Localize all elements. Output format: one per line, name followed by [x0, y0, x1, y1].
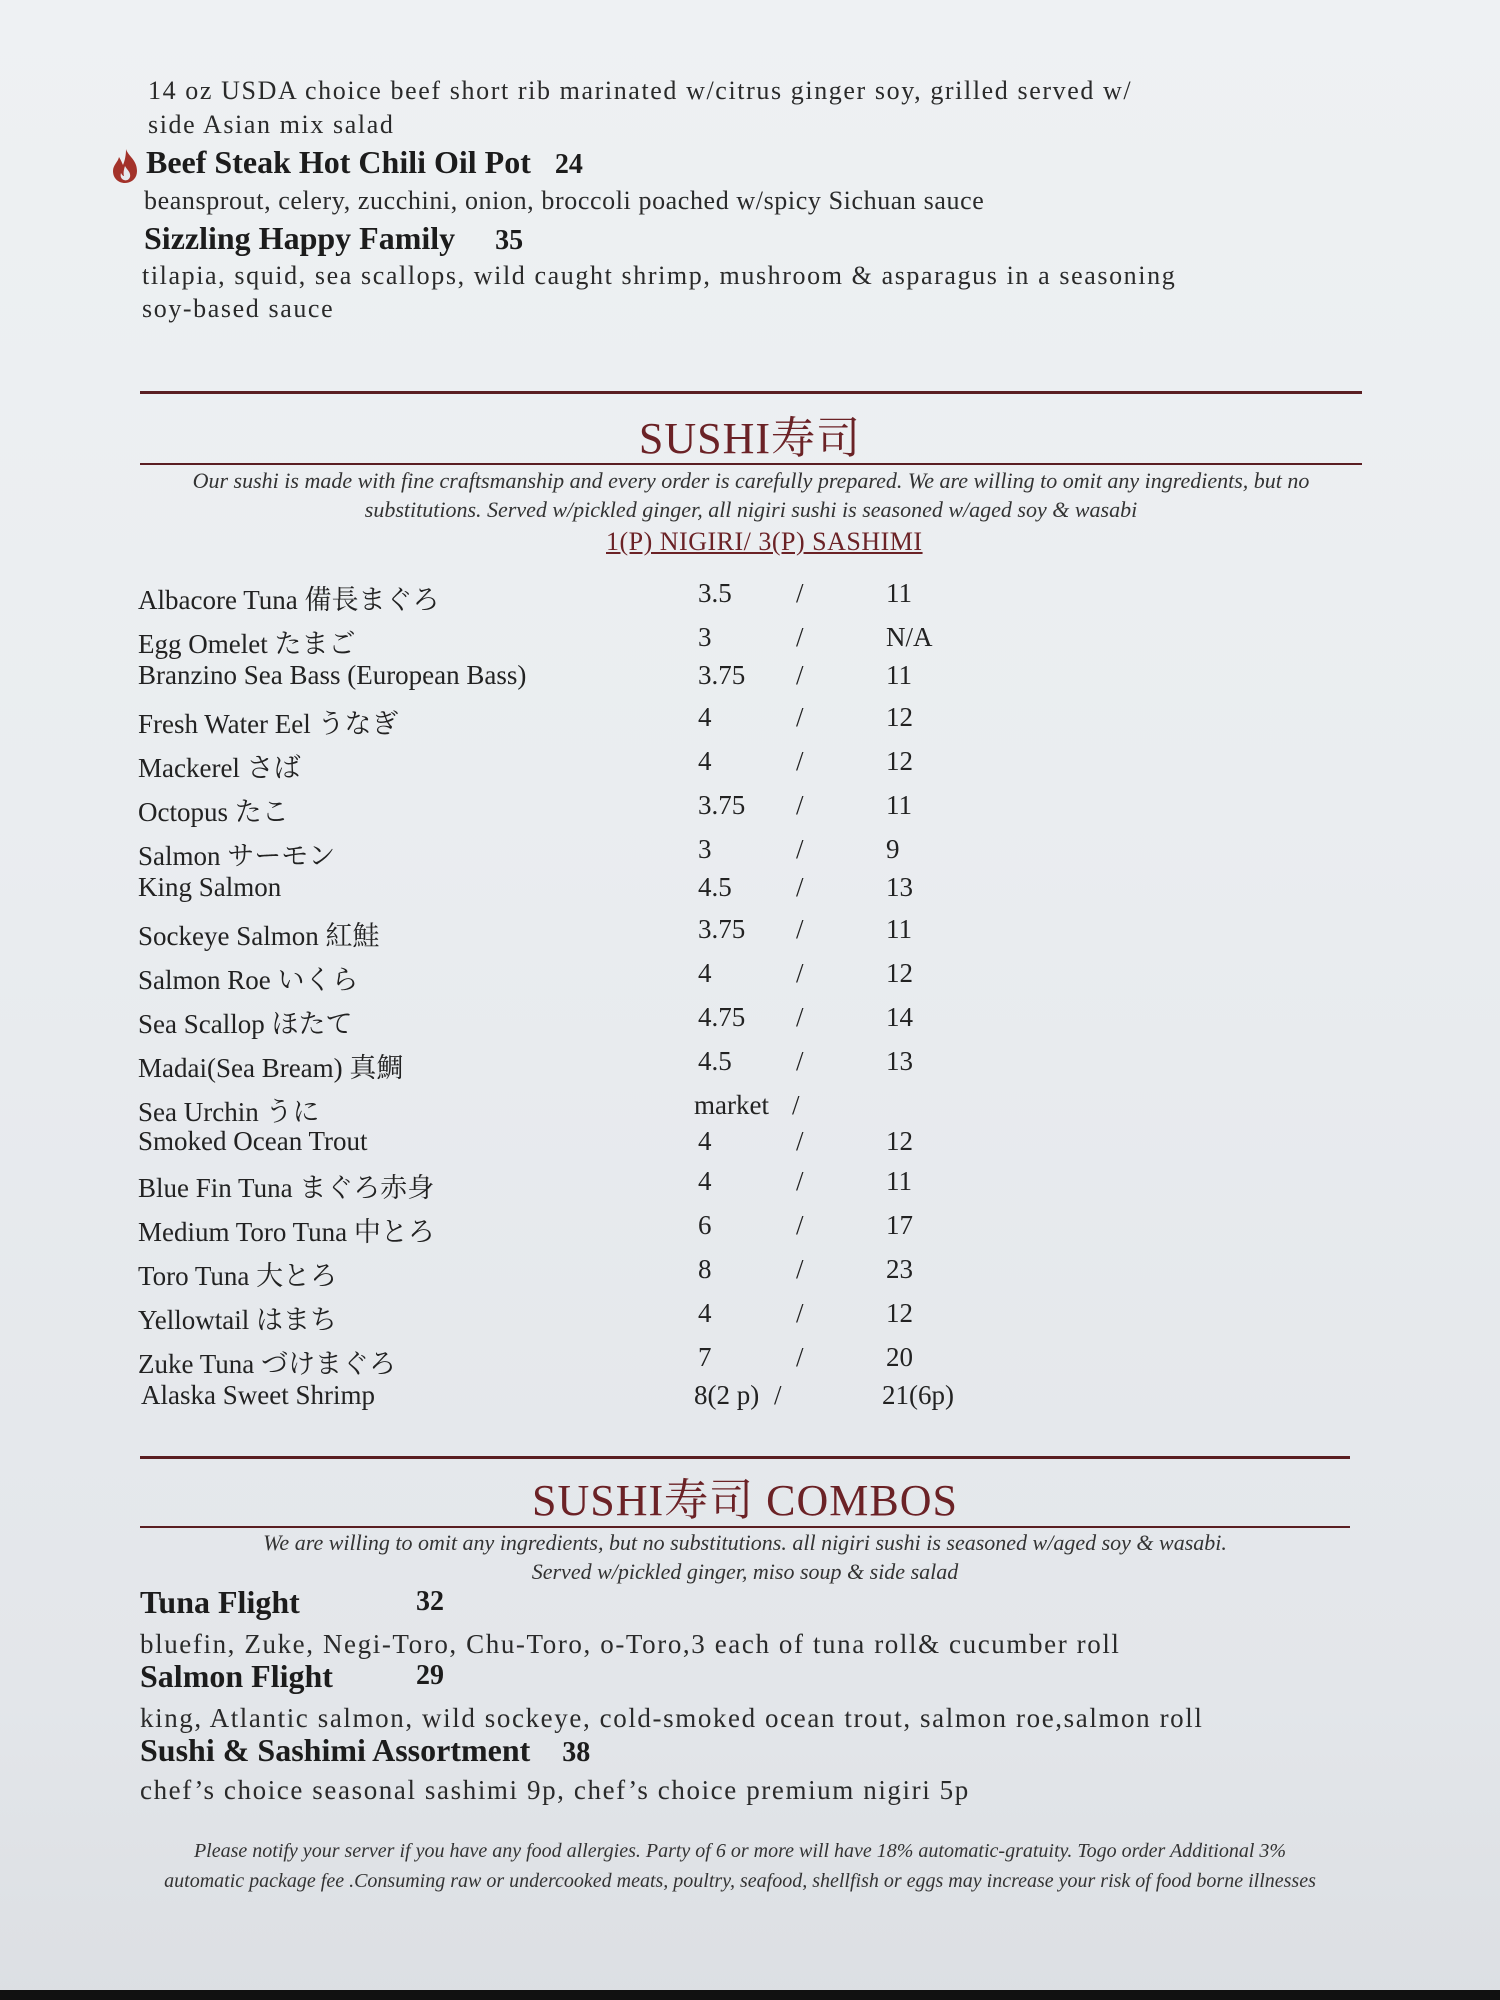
sashimi-price: 17: [886, 1210, 913, 1240]
sushi-note-line: substitutions. Served w/pickled ginger, all nigiri sushi is seasoned w/aged soy & wasabi: [364, 497, 1138, 522]
sashimi-price: 23: [886, 1254, 913, 1284]
dish-desc: tilapia, squid, sea scallops, wild caught shrimp, mushroom & asparagus in a seasoning: [142, 261, 1177, 290]
nigiri-price: 4: [698, 1298, 712, 1328]
combo-desc: chef’s choice seasonal sashimi 9p, chef’s choice premium nigiri 5p: [140, 1775, 970, 1805]
item-name: Sea Scallop ほたて: [138, 1009, 353, 1039]
nigiri-price: 4.5: [698, 1046, 732, 1076]
dish-desc: side Asian mix salad: [148, 110, 395, 139]
combos-note: [140, 1528, 1350, 1586]
list-item: [138, 914, 1038, 952]
list-item: [138, 1002, 1038, 1040]
sashimi-price: 12: [886, 1126, 913, 1156]
list-item: [138, 622, 1038, 660]
price-separator: /: [774, 1380, 782, 1410]
item-name: Sockeye Salmon 紅鮭: [138, 921, 380, 951]
combo-price: 32: [416, 1586, 444, 1617]
combo-item: [140, 1732, 590, 1769]
price-separator: /: [796, 834, 804, 864]
combo-desc: king, Atlantic salmon, wild sockeye, cold-smoked ocean trout, salmon roe,salmon roll: [140, 1703, 1204, 1733]
item-name: Fresh Water Eel うなぎ: [138, 709, 399, 739]
nigiri-price: 3: [698, 622, 712, 652]
combo-name: Tuna Flight: [140, 1584, 300, 1620]
combo-price: 38: [562, 1737, 591, 1768]
item-name: Zuke Tuna づけまぐろ: [138, 1349, 397, 1379]
dish-desc: beansprout, celery, zucchini, onion, broccoli poached w/spicy Sichuan sauce: [144, 186, 985, 215]
item-name: Blue Fin Tuna まぐろ赤身: [138, 1173, 435, 1203]
dish-desc: 14 oz USDA choice beef short rib marinated w/citrus ginger soy, grilled served w/: [148, 76, 1133, 105]
price-separator: /: [796, 702, 804, 732]
item-name: Octopus たこ: [138, 797, 289, 827]
nigiri-price: 3.75: [698, 914, 746, 944]
item-name: Salmon Roe いくら: [138, 965, 359, 995]
sushi-note: [140, 466, 1362, 524]
price-separator: /: [796, 1210, 804, 1240]
list-item: [138, 1298, 1038, 1336]
section-rule: [140, 463, 1362, 465]
sushi-note-line: Our sushi is made with fine craftsmanship and every order is carefully prepared. We are willing to omit any ingredients, but no: [192, 468, 1310, 493]
list-item: [138, 1210, 1038, 1248]
combos-note-line: Served w/pickled ginger, miso soup & side salad: [531, 1559, 959, 1584]
item-name: Mackerel さば: [138, 753, 301, 783]
sushi-subheader: 1(P) NIGIRI/ 3(P) SASHIMI: [606, 527, 923, 556]
price-separator: /: [796, 790, 804, 820]
sashimi-price: 11: [886, 790, 912, 820]
item-name: Toro Tuna 大とろ: [138, 1261, 338, 1291]
sashimi-price: 12: [886, 746, 913, 776]
list-item: [138, 746, 1038, 784]
sashimi-price: 13: [886, 872, 913, 902]
combo-name: Sushi & Sashimi Assortment: [140, 1732, 531, 1768]
dish-price: 24: [554, 149, 583, 180]
combo-item: [140, 1584, 444, 1621]
list-item: [138, 834, 1038, 872]
nigiri-price: 4: [698, 1166, 712, 1196]
nigiri-price: market: [694, 1090, 769, 1120]
flame-icon: [110, 148, 140, 184]
list-item: [138, 1254, 1038, 1292]
price-separator: /: [796, 1126, 804, 1156]
combos-title: SUSHI寿司 COMBOS: [532, 1476, 958, 1525]
price-separator: /: [796, 578, 804, 608]
sashimi-price: 12: [886, 958, 913, 988]
nigiri-price: 4.75: [698, 1002, 746, 1032]
price-separator: /: [796, 1002, 804, 1032]
sashimi-price: 12: [886, 1298, 913, 1328]
disclaimer-line: automatic package fee .Consuming raw or undercooked meats, poultry, seafood, shellfish or eggs may increase your risk of food borne illnesses: [164, 1870, 1316, 1892]
price-separator: /: [796, 660, 804, 690]
dish-price: 35: [495, 225, 524, 256]
nigiri-price: 4: [698, 746, 712, 776]
nigiri-price: 4: [698, 1126, 712, 1156]
price-separator: /: [796, 1254, 804, 1284]
sashimi-price: 13: [886, 1046, 913, 1076]
sashimi-price: 9: [886, 834, 900, 864]
nigiri-price: 3.75: [698, 790, 746, 820]
list-item: [138, 702, 1038, 740]
list-item: [138, 578, 1038, 616]
item-name: Madai(Sea Bream) 真鯛: [138, 1053, 404, 1083]
sashimi-price: 11: [886, 660, 912, 690]
price-separator: /: [796, 914, 804, 944]
list-item: [138, 660, 1038, 698]
list-item: [138, 1126, 1038, 1164]
sashimi-price: N/A: [886, 622, 933, 652]
sashimi-price: 11: [886, 1166, 912, 1196]
price-separator: /: [796, 746, 804, 776]
item-name: Alaska Sweet Shrimp: [141, 1380, 375, 1410]
item-name: Yellowtail はまち: [138, 1305, 338, 1335]
list-item: [138, 1090, 1038, 1128]
list-item: [138, 1342, 1038, 1380]
list-item: [138, 790, 1038, 828]
list-item: [138, 958, 1038, 996]
combo-desc: bluefin, Zuke, Negi-Toro, Chu-Toro, o-Toro,3 each of tuna roll& cucumber roll: [140, 1629, 1121, 1659]
nigiri-price: 8: [698, 1254, 712, 1284]
nigiri-price: 4.5: [698, 872, 732, 902]
nigiri-price: 8(2 p): [694, 1380, 760, 1410]
sashimi-price: 11: [886, 914, 912, 944]
dish-desc: soy-based sauce: [142, 294, 335, 323]
sushi-title: SUSHI寿司: [638, 414, 862, 463]
item-name: Sea Urchin うに: [138, 1097, 320, 1127]
item-name: Salmon サーモン: [138, 841, 336, 871]
section-rule: [140, 391, 1362, 394]
price-separator: /: [796, 872, 804, 902]
combo-item: [140, 1658, 444, 1695]
disclaimer-line: Please notify your server if you have any food allergies. Party of 6 or more will have 18% automatic-gratuity. Togo order Additional 3%: [193, 1840, 1287, 1862]
sashimi-price: 20: [886, 1342, 913, 1372]
nigiri-price: 4: [698, 958, 712, 988]
list-item: [138, 1380, 1038, 1418]
price-separator: /: [796, 1046, 804, 1076]
list-item: [138, 1166, 1038, 1204]
sashimi-price: 11: [886, 578, 912, 608]
nigiri-price: 6: [698, 1210, 712, 1240]
allergy-disclaimer: [130, 1836, 1350, 1896]
item-name: Albacore Tuna 備長まぐろ: [138, 585, 440, 615]
nigiri-price: 3: [698, 834, 712, 864]
sashimi-price: 12: [886, 702, 913, 732]
price-separator: /: [796, 1342, 804, 1372]
dish-name: Sizzling Happy Family: [144, 220, 456, 256]
combo-name: Salmon Flight: [140, 1658, 333, 1694]
price-separator: /: [796, 1298, 804, 1328]
background-shadow: [0, 1990, 1500, 2000]
item-name: Medium Toro Tuna 中とろ: [138, 1217, 435, 1247]
combos-note-line: We are willing to omit any ingredients, but no substitutions. all nigiri sushi is seasoned w/aged soy & wasabi.: [263, 1530, 1227, 1555]
item-name: Egg Omelet たまご: [138, 629, 356, 659]
price-separator: /: [796, 958, 804, 988]
sashimi-price: 14: [886, 1002, 913, 1032]
section-rule: [140, 1456, 1350, 1459]
combo-price: 29: [416, 1660, 444, 1691]
nigiri-price: 3.5: [698, 578, 732, 608]
list-item: [138, 872, 1038, 910]
price-separator: /: [792, 1090, 800, 1120]
dish-name: Beef Steak Hot Chili Oil Pot: [146, 144, 531, 180]
list-item: [138, 1046, 1038, 1084]
sashimi-price: 21(6p): [882, 1380, 954, 1410]
nigiri-price: 3.75: [698, 660, 746, 690]
price-separator: /: [796, 1166, 804, 1196]
nigiri-price: 4: [698, 702, 712, 732]
nigiri-price: 7: [698, 1342, 712, 1372]
item-name: Branzino Sea Bass (European Bass): [138, 660, 527, 690]
item-name: Smoked Ocean Trout: [138, 1126, 368, 1156]
item-name: King Salmon: [138, 872, 282, 902]
price-separator: /: [796, 622, 804, 652]
